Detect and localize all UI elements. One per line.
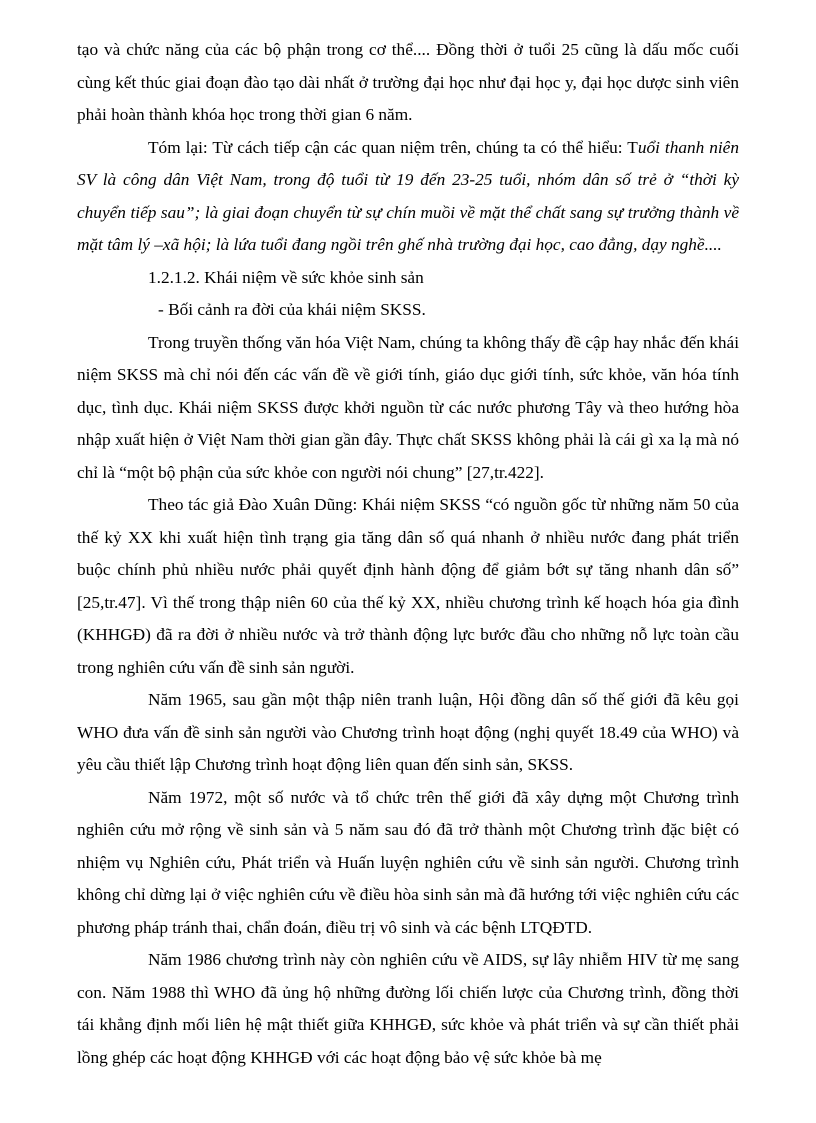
paragraph-continuation: tạo và chức năng của các bộ phận trong cơ thể.... Đồng thời ở tuổi 25 cũng là dấu mốc cuối cùng kết thúc giai đoạn đào tạo dài nhất ở trường đại học như đại học y, đại học dược sinh viên phải hoàn thành khóa học trong thời gian 6 năm.	[77, 40, 739, 124]
paragraph-summary	[77, 132, 739, 262]
summary-definition: uổi thanh niên SV là công dân Việt Nam, trong độ tuổi từ 19 đến 23-25 tuổi, nhóm dân số trẻ ở “thời kỳ chuyển tiếp sau”; là giai đoạn chuyển từ sự chín muồi về mặt thể chất sang sự trưởng thành về mặt tâm lý –xã hội; là lứa tuổi đang ngồi trên ghế nhà trường đại học, cao đẳng, dạy nghề....	[77, 137, 739, 254]
paragraph-origin: Theo tác giả Đào Xuân Dũng: Khái niệm SKSS “có nguồn gốc từ những năm 50 của thế kỷ XX khi xuất hiện tình trạng gia tăng dân số quá nhanh ở nhiều nước đang phát triển buộc chính phủ nhiều nước phải quyết định hành động để giảm bớt sự tăng nhanh dân số” [25,tr.47]. Vì thế trong thập niên 60 của thế kỷ XX, nhiều chương trình kế hoạch hóa gia đình (KHHGĐ) đã ra đời ở nhiều nước và trở thành động lực bước đầu cho những nỗ lực toàn cầu trong nghiên cứu vấn đề sinh sản người.	[77, 495, 739, 677]
section-subheading: - Bối cảnh ra đời của khái niệm SKSS.	[158, 300, 426, 319]
paragraph-1965: Năm 1965, sau gần một thập niên tranh luận, Hội đồng dân số thế giới đã kêu gọi WHO đưa vấn đề sinh sản người vào Chương trình hoạt động (nghị quyết 18.49 của WHO) và yêu cầu thiết lập Chương trình hoạt động liên quan đến sinh sản, SKSS.	[77, 690, 739, 774]
paragraph-1986: Năm 1986 chương trình này còn nghiên cứu về AIDS, sự lây nhiễm HIV từ mẹ sang con. Năm 1988 thì WHO đã ủng hộ những đường lối chiến lược của Chương trình, đồng thời tái khẳng định mối liên hệ mật thiết giữa KHHGĐ, sức khỏe và phát triển và sự cần thiết phải lồng ghép các hoạt động KHHGĐ với các hoạt động bảo vệ sức khỏe bà mẹ	[77, 950, 739, 1067]
document-body	[77, 34, 739, 1074]
paragraph-tradition: Trong truyền thống văn hóa Việt Nam, chúng ta không thấy đề cập hay nhắc đến khái niệm SKSS mà chỉ nói đến các vấn đề về giới tính, giáo dục giới tính, sức khỏe, văn hóa tính dục, tình dục. Khái niệm SKSS được khởi nguồn từ các nước phương Tây và theo hướng hòa nhập xuất hiện ở Việt Nam thời gian gần đây. Thực chất SKSS không phải là cái gì xa lạ mà nó chỉ là “một bộ phận của sức khỏe con người nói chung” [27,tr.422].	[77, 332, 739, 482]
paragraph-1972: Năm 1972, một số nước và tổ chức trên thế giới đã xây dựng một Chương trình nghiên cứu mở rộng về sinh sản và 5 năm sau đó đã trở thành một Chương trình đặc biệt có nhiệm vụ Nghiên cứu, Phát triển và Huấn luyện nghiên cứu về sinh sản người. Chương trình không chỉ dừng lại ở việc nghiên cứu về điều hòa sinh sản mà đã hướng tới việc nghiên cứu các phương pháp tránh thai, chẩn đoán, điều trị vô sinh và các bệnh LTQĐTD.	[77, 787, 739, 937]
summary-lead: Tóm lại: Từ cách tiếp cận các quan niệm trên, chúng ta có thể hiểu: T	[148, 137, 638, 157]
section-heading: 1.2.1.2. Khái niệm về sức khỏe sinh sản	[148, 267, 424, 287]
